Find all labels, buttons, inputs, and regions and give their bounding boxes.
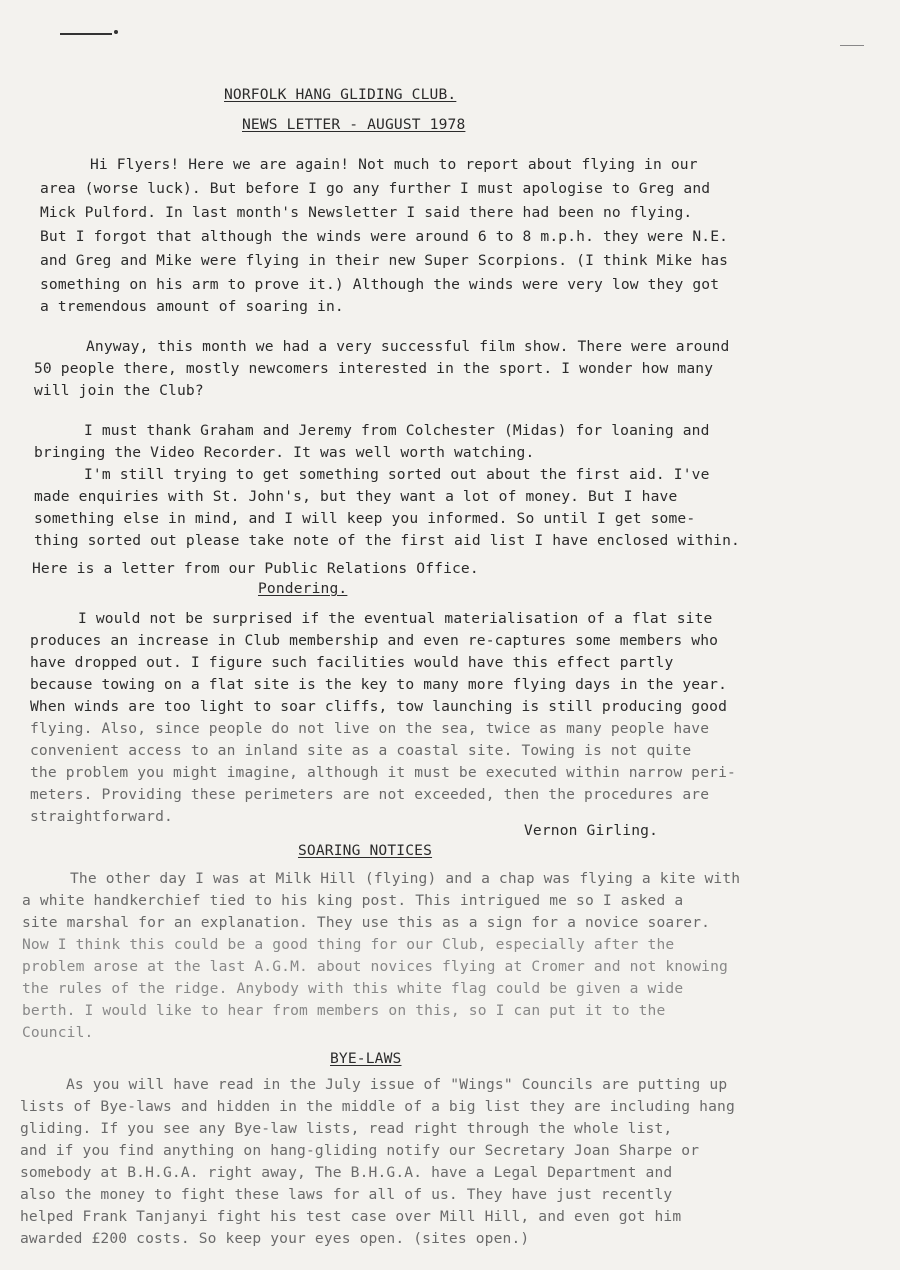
text-line: Anyway, this month we had a very successful film show. There were around xyxy=(86,338,730,355)
text-line: and Greg and Mike were flying in their new Super Scorpions. (I think Mike has xyxy=(40,252,729,269)
text-line: area (worse luck). But before I go any further I must apologise to Greg and xyxy=(40,180,711,197)
text-line: bringing the Video Recorder. It was well worth watching. xyxy=(34,444,535,461)
text-line: will join the Club? xyxy=(34,382,204,399)
text-line: I'm still trying to get something sorted out about the first aid. I've xyxy=(84,466,710,483)
text-line: 50 people there, mostly newcomers interested in the sport. I wonder how many xyxy=(34,360,714,377)
text-line: I would not be surprised if the eventual materialisation of a flat site xyxy=(78,610,713,627)
text-line: site marshal for an explanation. They use this as a sign for a novice soarer. xyxy=(22,914,711,931)
text-line: have dropped out. I figure such facilities would have this effect partly xyxy=(30,654,674,671)
newsletter-title: NORFOLK HANG GLIDING CLUB. xyxy=(224,86,457,103)
pr-intro: Here is a letter from our Public Relations Office. xyxy=(32,560,479,577)
letter-signature: Vernon Girling. xyxy=(524,822,659,839)
text-line: helped Frank Tanjanyi fight his test case over Mill Hill, and even got him xyxy=(20,1208,682,1225)
pondering-heading: Pondering. xyxy=(258,580,348,597)
text-line: a tremendous amount of soaring in. xyxy=(40,298,344,315)
text-line: convenient access to an inland site as a coastal site. Towing is not quite xyxy=(30,742,692,759)
text-line: flying. Also, since people do not live on the sea, twice as many people have xyxy=(30,720,710,737)
text-line: As you will have read in the July issue of "Wings" Councils are putting up xyxy=(66,1076,728,1093)
text-line: the problem you might imagine, although it must be executed within narrow peri- xyxy=(30,764,736,781)
text-line: because towing on a flat site is the key to many more flying days in the year. xyxy=(30,676,728,693)
soaring-notices-heading: SOARING NOTICES xyxy=(298,842,433,859)
text-line: Council. xyxy=(22,1024,94,1041)
text-line: But I forgot that although the winds were around 6 to 8 m.p.h. they were N.E. xyxy=(40,228,729,245)
text-line: gliding. If you see any Bye-law lists, read right through the whole list, xyxy=(20,1120,673,1137)
text-line: Hi Flyers! Here we are again! Not much to report about flying in our xyxy=(90,156,698,173)
text-line: somebody at B.H.G.A. right away, The B.H.G.A. have a Legal Department and xyxy=(20,1164,673,1181)
text-line: I must thank Graham and Jeremy from Colchester (Midas) for loaning and xyxy=(84,422,710,439)
text-line: berth. I would like to hear from members on this, so I can put it to the xyxy=(22,1002,666,1019)
text-line: something else in mind, and I will keep you informed. So until I get some- xyxy=(34,510,696,527)
newsletter-date: NEWS LETTER - AUGUST 1978 xyxy=(242,116,466,133)
corner-mark xyxy=(840,45,864,46)
text-line: awarded £200 costs. So keep your eyes open. (sites open.) xyxy=(20,1230,530,1247)
text-line: The other day I was at Milk Hill (flying) and a chap was flying a kite with xyxy=(70,870,741,887)
text-line: Now I think this could be a good thing for our Club, especially after the xyxy=(22,936,675,953)
text-line: produces an increase in Club membership and even re-captures some members who xyxy=(30,632,719,649)
text-line: straightforward. xyxy=(30,808,173,825)
text-line: thing sorted out please take note of the first aid list I have enclosed within. xyxy=(34,532,740,549)
text-line: and if you find anything on hang-gliding notify our Secretary Joan Sharpe or xyxy=(20,1142,700,1159)
text-line: something on his arm to prove it.) Although the winds were very low they got xyxy=(40,276,720,293)
text-line: a white handkerchief tied to his king post. This intrigued me so I asked a xyxy=(22,892,684,909)
text-line: meters. Providing these perimeters are not exceeded, then the procedures are xyxy=(30,786,710,803)
text-line: the rules of the ridge. Anybody with this white flag could be given a wide xyxy=(22,980,684,997)
text-line: When winds are too light to soar cliffs, tow launching is still producing good xyxy=(30,698,728,715)
text-line: also the money to fight these laws for all of us. They have just recently xyxy=(20,1186,673,1203)
text-line: problem arose at the last A.G.M. about novices flying at Cromer and not knowing xyxy=(22,958,728,975)
bye-laws-heading: BYE-LAWS xyxy=(330,1050,402,1067)
text-line: lists of Bye-laws and hidden in the middle of a big list they are including hang xyxy=(20,1098,735,1115)
pen-dot xyxy=(114,30,118,34)
pen-mark xyxy=(60,33,112,35)
text-line: Mick Pulford. In last month's Newsletter I said there had been no flying. xyxy=(40,204,693,221)
text-line: made enquiries with St. John's, but they want a lot of money. But I have xyxy=(34,488,678,505)
